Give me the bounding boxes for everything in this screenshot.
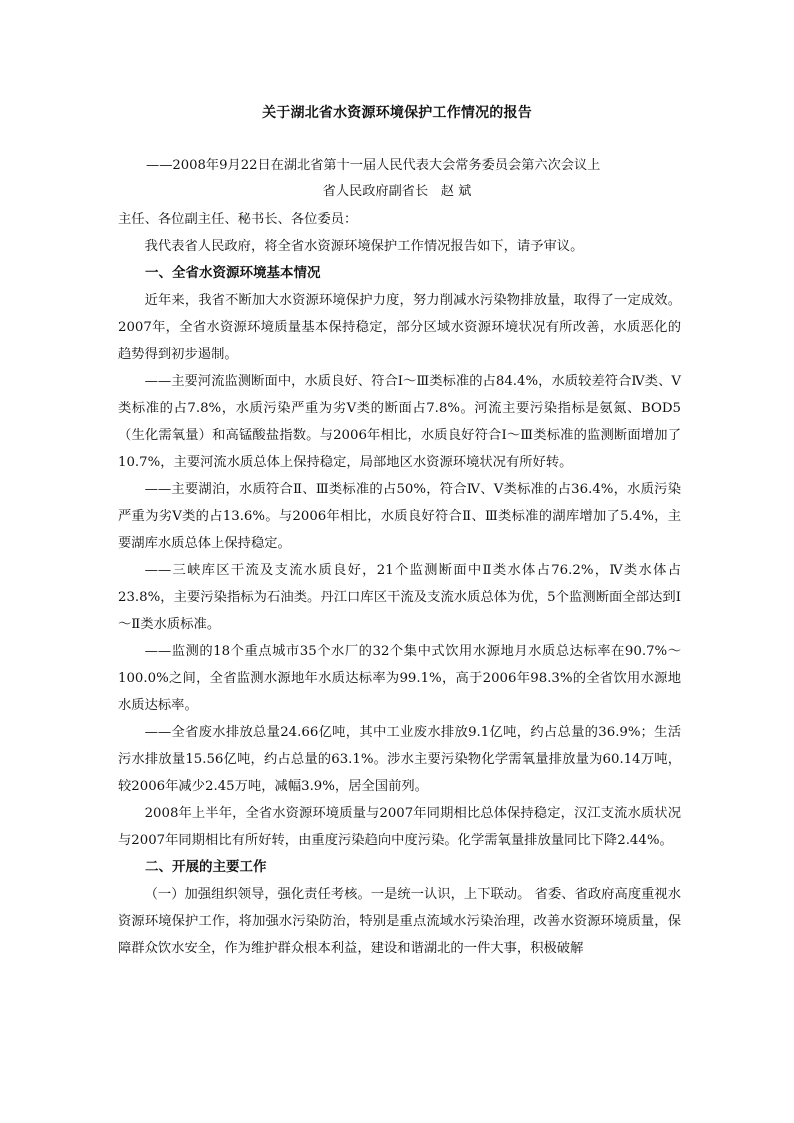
paragraph: 近年来，我省不断加大水资源环境保护力度，努力削减水污染物排放量，取得了一定成效。2007年，全省水资源环境质量基本保持稳定，部分区域水资源环境状况有所改善，水质恶化的趋势得到初步遏制。 [118,293,681,362]
salutation: 主任、各位副主任、秘书长、各位委员： [118,212,358,227]
paragraph: ——三峡库区干流及支流水质良好，21个监测断面中Ⅱ类水体占76.2%，Ⅳ类水体占23.8%，主要污染指标为石油类。丹江口库区干流及支流水质总体为优，5个监测断面全部达到Ⅰ～Ⅱ类水质标准。 [118,563,681,632]
section-heading-2: 二、开展的主要工作 [145,859,267,875]
section-heading-1: 一、全省水资源环境基本情况 [145,265,321,281]
intro-paragraph: 我代表省人民政府，将全省水资源环境保护工作情况报告如下，请予审议。 [144,239,584,254]
paragraph: ——主要湖泊，水质符合Ⅱ、Ⅲ类标准的占50%，符合Ⅳ、Ⅴ类标准的占36.4%，水质污染严重为劣Ⅴ类的占13.6%。与2006年相比，水质良好符合Ⅱ、Ⅲ类标准的湖库增加了5.4%，主要湖库水质总体上保持稳定。 [118,482,681,551]
document-title: 关于湖北省水资源环境保护工作情况的报告 [262,105,532,121]
document-subtitle: ——2008年9月22日在湖北省第十一届人民代表大会常务委员会第六次会议上 [146,158,601,173]
paragraph: ——主要河流监测断面中，水质良好、符合Ⅰ～Ⅲ类标准的占84.4%，水质较差符合Ⅳ类、Ⅴ类标准的占7.8%，水质污染严重为劣Ⅴ类的断面占7.8%。河流主要污染指标是氨氮、BOD5（生化需氧量）和高锰酸盐指数。与2006年相比，水质良好符合Ⅰ～Ⅲ类标准的监测断面增加了10.7%，主要河流水质总体上保持稳定，局部地区水资源环境状况有所好转。 [118,374,681,470]
paragraph: （一）加强组织领导，强化责任考核。一是统一认识，上下联动。 省委、省政府高度重视水资源环境保护工作，将加强水污染防治，特别是重点流域水污染治理，改善水资源环境质量，保障群众饮水安全，作为维护群众根本利益，建设和谐湖北的一件大事，积极破解 [118,887,681,956]
paragraph: ——监测的18个重点城市35个水厂的32个集中式饮用水源地月水质总达标率在90.7%～100.0%之间，全省监测水源地年水质达标率为99.1%，高于2006年98.3%的全省饮用水源地水质达标率。 [118,644,681,713]
document-body [118,206,681,962]
document-author: 省人民政府副省长 赵 斌 [322,184,472,199]
paragraph: 2008年上半年，全省水资源环境质量与2007年同期相比总体保持稳定，汉江支流水质状况与2007年同期相比有所好转，由重度污染趋向中度污染。化学需氧量排放量同比下降2.44%。 [118,806,681,848]
paragraph: ——全省废水排放总量24.66亿吨，其中工业废水排放9.1亿吨，约占总量的36.9%；生活污水排放量15.56亿吨，约占总量的63.1%。涉水主要污染物化学需氧量排放量为60.14万吨，较2006年减少2.45万吨，减幅3.9%，居全国前列。 [118,725,681,794]
